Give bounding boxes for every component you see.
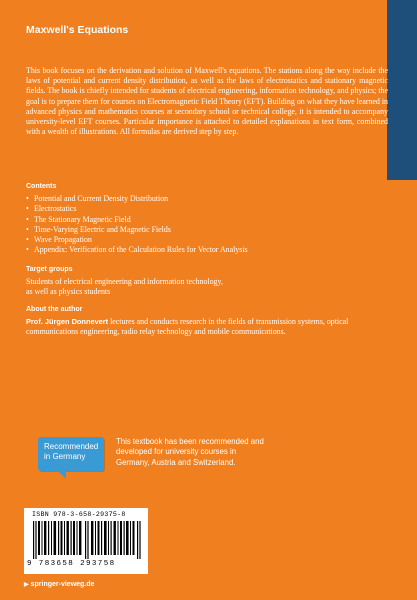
recommendation-note: This textbook has been recommended and developed for university courses in Germany, Austria and Switzerland. <box>116 437 264 467</box>
badge-label <box>44 442 98 462</box>
target-groups-heading: Target groups <box>26 266 73 273</box>
blue-accent-band <box>387 0 417 180</box>
recommended-badge <box>38 437 104 471</box>
list-item: • Wave Propagation <box>26 235 248 245</box>
publisher-url-text[interactable]: springer-vieweg.de <box>30 581 95 588</box>
list-item: • Electrostatics <box>26 204 248 214</box>
arrow-right-icon: ▶ <box>24 582 29 588</box>
target-groups-line-2: as well as physics students <box>26 287 111 296</box>
author-name: Prof. Jürgen Donnevert <box>26 317 109 326</box>
isbn-text: ISBN 978-3-658-29375-8 <box>32 511 126 518</box>
book-description: This book focuses on the derivation and solution of Maxwell's equations. The stations along the way include the laws of potential and current density distribution, as well as the laws of electrostatics and stationary magnetic fields. The book is chiefly intended for students of electrical engineering, information technology, and physics; the goal is to prepare them for courses on Electromagnetic Field Theory (EFT). Building on what they have learned in advanced physics and mathematics courses at secondary school or technical college, it is intended to accompany university-level EFT courses. Particular importance is attached to detailed explanations in text form, combined with a wealth of illustrations. All formulas are derived step by step. <box>26 66 388 137</box>
barcode-digits: 9 783658 293758 <box>27 560 116 568</box>
list-item: • Time-Varying Electric and Magnetic Fields <box>26 225 248 235</box>
list-item: • Appendix: Verification of the Calculation Rules for Vector Analysis <box>26 245 248 255</box>
contents-list <box>26 194 248 256</box>
list-item: • Potential and Current Density Distribution <box>26 194 248 204</box>
badge-pointer <box>58 471 66 479</box>
target-groups-line-1: Students of electrical engineering and information technology, <box>26 277 223 286</box>
publisher-url[interactable] <box>24 581 94 588</box>
barcode-icon <box>33 521 141 559</box>
contents-heading: Contents <box>26 183 57 190</box>
badge-line-2: in Germany <box>44 452 86 461</box>
book-title: Maxwell's Equations <box>26 24 129 36</box>
about-author-heading: About the author <box>26 306 83 313</box>
list-item: • The Stationary Magnetic Field <box>26 215 248 225</box>
badge-line-1: Recommended <box>44 442 99 451</box>
author-bio <box>26 317 390 337</box>
barcode-box <box>24 508 148 574</box>
author-bio-text: lectures and conducts research in the fields of transmission systems, optical communications engineering, radio relay technology and mobile communications. <box>26 317 349 337</box>
